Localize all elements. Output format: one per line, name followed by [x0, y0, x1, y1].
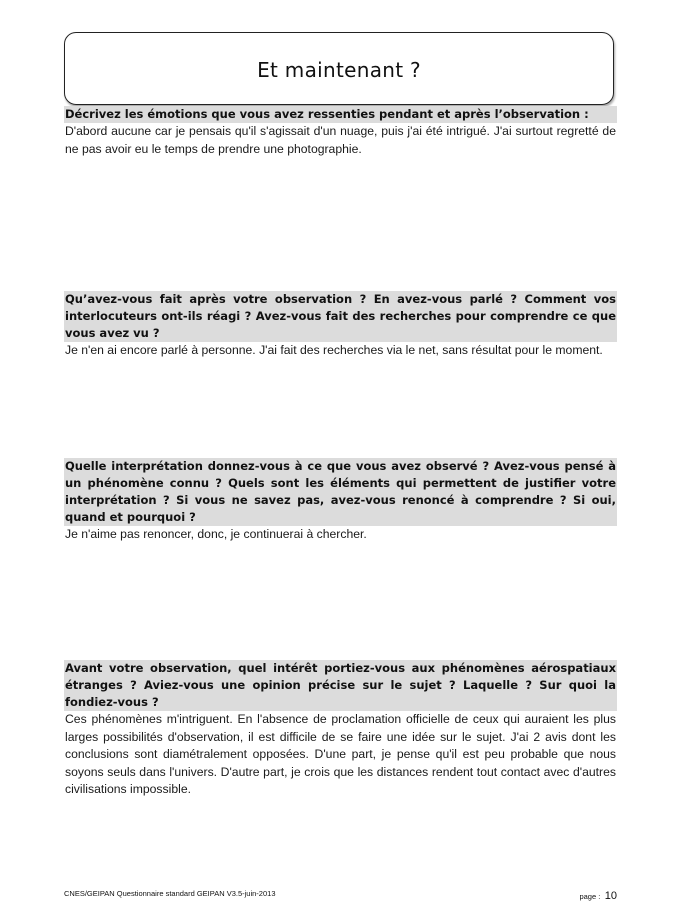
answer-after-observation: Je n'en ai encore parlé à personne. J'ai fait des recherches via le net, sans résultat pour le moment.	[65, 343, 603, 357]
page-title: Et maintenant ?	[257, 57, 421, 82]
question-after-observation: Qu’avez-vous fait après votre observation ? En avez-vous parlé ? Comment vos interlocuteurs ont-ils réagi ? Avez-vous fait des recherches pour comprendre ce que vous avez vu ?	[65, 292, 616, 340]
question-interpretation: Quelle interprétation donnez-vous à ce que vous avez observé ? Avez-vous pensé à un phénomène connu ? Quels sont les éléments qui permettent de justifier votre interprétation ? Si vous ne savez pas, avez-vous renoncé à comprendre ? Si oui, quand et pourquoi ?	[65, 459, 616, 524]
section-prior-interest	[64, 660, 617, 799]
title-box	[64, 32, 614, 105]
question-prior-interest: Avant votre observation, quel intérêt portiez-vous aux phénomènes aérospatiaux étranges ? Aviez-vous une opinion précise sur le sujet ? Laquelle ? Sur quoi la fondiez-vous ?	[65, 661, 616, 709]
footer-page-label: page :	[579, 892, 601, 901]
section-after-observation	[64, 291, 617, 360]
footer-page-number: 10	[604, 890, 617, 902]
footer-document-id: CNES/GEIPAN Questionnaire standard GEIPAN V3.5-juin-2013	[64, 889, 276, 898]
answer-interpretation: Je n'aime pas renoncer, donc, je continuerai à chercher.	[65, 527, 367, 541]
section-emotions	[64, 106, 617, 158]
answer-prior-interest: Ces phénomènes m'intriguent. En l'absence de proclamation officielle de ceux qui auraient les plus larges possibilités d'observation, il est difficile de se faire une idée sur le sujet. J'ai 2 avis dont les conclusions sont diamétralement opposées. D'une part, je pense qu'il est peu probable que nous soyons seuls dans l'univers. D'autre part, je crois que les distances rendent tout contact avec d'autres civilisations impossible.	[65, 712, 616, 796]
section-interpretation	[64, 458, 617, 544]
answer-emotions: D'abord aucune car je pensais qu'il s'agissait d'un nuage, puis j'ai été intrigué. J'ai surtout regretté de ne pas avoir eu le temps de prendre une photographie.	[65, 124, 616, 156]
footer-page	[579, 886, 617, 904]
question-emotions: Décrivez les émotions que vous avez ressenties pendant et après l’observation :	[64, 106, 617, 123]
